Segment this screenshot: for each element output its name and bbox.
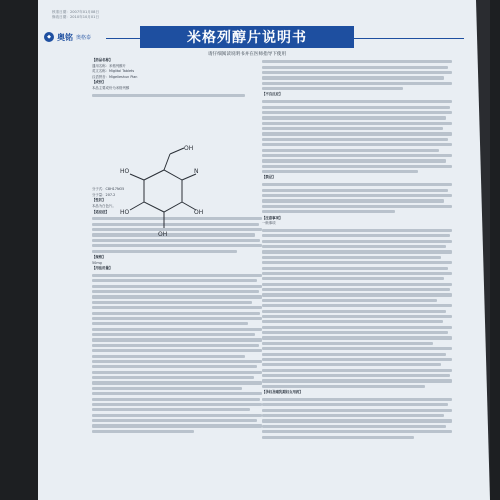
text-line bbox=[262, 261, 452, 264]
ingredient-line: 本品主要成份为米格列醇 bbox=[92, 85, 130, 90]
text-line bbox=[262, 267, 448, 270]
atom-label: N bbox=[194, 168, 199, 175]
text-line bbox=[92, 244, 262, 247]
brand-sub: 奥格泰 bbox=[76, 34, 92, 41]
text-line bbox=[92, 398, 260, 401]
text-line bbox=[262, 189, 448, 192]
text-line bbox=[92, 381, 262, 384]
text-line bbox=[262, 403, 448, 406]
text-line bbox=[262, 183, 452, 186]
text-line bbox=[262, 229, 452, 232]
text-line bbox=[92, 419, 257, 422]
section-precautions: 【注意事项】 bbox=[262, 215, 283, 220]
text-line bbox=[262, 342, 433, 345]
approval-date: 核准日期：2007年01月08日 bbox=[52, 10, 100, 14]
text-line bbox=[262, 170, 418, 173]
structural-formula bbox=[118, 140, 204, 240]
text-line bbox=[92, 365, 257, 368]
text-line bbox=[262, 430, 452, 433]
formula-weight: 分子量：207.2 bbox=[92, 192, 116, 197]
section-drug-name: 【药品名称】 bbox=[92, 58, 113, 62]
text-line bbox=[92, 403, 262, 406]
atom-label: OH bbox=[194, 209, 204, 216]
section-appearance: 【性状】 bbox=[92, 198, 106, 203]
paper-shadow bbox=[476, 0, 490, 500]
text-line bbox=[262, 336, 452, 339]
text-line bbox=[262, 277, 444, 280]
bond bbox=[164, 154, 170, 170]
text-line bbox=[262, 127, 443, 130]
revision-date: 修改日期：2010年10月01日 bbox=[52, 15, 100, 19]
text-line bbox=[92, 392, 262, 395]
text-line bbox=[262, 143, 452, 146]
bond bbox=[130, 202, 144, 210]
text-line bbox=[92, 338, 262, 341]
text-line bbox=[262, 132, 452, 135]
text-line bbox=[92, 333, 255, 336]
text-line bbox=[262, 159, 446, 162]
left-column bbox=[92, 58, 262, 435]
text-line bbox=[92, 250, 237, 253]
text-line bbox=[262, 374, 450, 377]
bond bbox=[130, 174, 144, 180]
text-line bbox=[92, 414, 262, 417]
text-line bbox=[262, 210, 395, 213]
text-line bbox=[262, 138, 448, 141]
text-line bbox=[262, 106, 450, 109]
document-title: 米格列醇片说明书 bbox=[140, 26, 354, 48]
pinyin-name: 汉语拼音：Migelieshun Pian bbox=[92, 74, 138, 79]
text-line bbox=[262, 199, 444, 202]
text-line bbox=[262, 87, 403, 90]
text-line bbox=[262, 66, 448, 69]
appearance-line: 本品为白色片。 bbox=[92, 203, 116, 208]
text-line bbox=[262, 256, 441, 259]
text-line bbox=[92, 349, 262, 352]
text-line bbox=[262, 240, 452, 243]
text-line bbox=[262, 299, 437, 302]
text-line bbox=[92, 312, 260, 315]
atom-label: HO bbox=[120, 209, 130, 216]
text-line bbox=[262, 379, 452, 382]
text-line bbox=[262, 165, 452, 168]
text-line bbox=[92, 408, 250, 411]
atom-label: HO bbox=[120, 168, 130, 175]
text-line bbox=[92, 355, 245, 358]
section-indications: 【适应症】 bbox=[92, 209, 109, 214]
text-line bbox=[262, 353, 446, 356]
text-line bbox=[262, 116, 446, 119]
generic-name: 通用名称：米格列醇片 bbox=[92, 63, 126, 68]
text-line bbox=[262, 419, 452, 422]
text-line bbox=[262, 283, 452, 286]
text-line bbox=[262, 60, 452, 63]
text-line bbox=[262, 304, 452, 307]
section-contraindications: 【禁忌】 bbox=[262, 175, 276, 180]
bond bbox=[170, 148, 184, 154]
text-line bbox=[92, 328, 262, 331]
text-line bbox=[92, 301, 252, 304]
text-line bbox=[262, 100, 452, 103]
text-line bbox=[262, 398, 452, 401]
logo-icon: ◆ bbox=[44, 32, 54, 42]
text-line bbox=[262, 409, 452, 412]
section-dosage: 【用法用量】 bbox=[92, 266, 113, 271]
text-line bbox=[92, 376, 254, 379]
text-line bbox=[262, 385, 425, 388]
approval-dates bbox=[52, 10, 172, 20]
text-line bbox=[262, 71, 452, 74]
text-line bbox=[262, 250, 452, 253]
ring-bond bbox=[144, 170, 182, 212]
specification-line: 50mg bbox=[92, 260, 102, 265]
text-line bbox=[262, 288, 450, 291]
brand-name: 奥铭 bbox=[57, 32, 73, 42]
text-line bbox=[262, 122, 452, 125]
text-line bbox=[92, 360, 262, 363]
text-line bbox=[262, 331, 448, 334]
text-line bbox=[92, 317, 262, 320]
text-line bbox=[262, 315, 452, 318]
section-ingredients: 【成份】 bbox=[92, 80, 106, 85]
text-line bbox=[262, 154, 452, 157]
text-line bbox=[92, 306, 262, 309]
atom-label: OH bbox=[184, 145, 194, 152]
brand-logo bbox=[44, 30, 91, 44]
section-specification: 【规格】 bbox=[92, 254, 106, 259]
text-line bbox=[262, 82, 452, 85]
text-line bbox=[262, 149, 439, 152]
text-line bbox=[262, 369, 452, 372]
text-line bbox=[262, 245, 446, 248]
text-line bbox=[262, 326, 452, 329]
text-line bbox=[92, 371, 262, 374]
text-line bbox=[262, 205, 452, 208]
text-line bbox=[262, 347, 452, 350]
text-line bbox=[262, 293, 452, 296]
english-name: 英文名称：Miglitol Tablets bbox=[92, 69, 135, 74]
text-line bbox=[262, 320, 443, 323]
text-line bbox=[92, 295, 262, 298]
text-line bbox=[92, 285, 262, 288]
text-line bbox=[262, 272, 452, 275]
text-line bbox=[92, 424, 262, 427]
text-line bbox=[262, 194, 452, 197]
text-line bbox=[262, 436, 414, 439]
atom-label: OH bbox=[158, 231, 168, 238]
text-line bbox=[92, 344, 259, 347]
text-line bbox=[92, 430, 194, 433]
text-line bbox=[92, 322, 248, 325]
text-line bbox=[262, 310, 446, 313]
text-line bbox=[92, 290, 259, 293]
text-line bbox=[262, 363, 441, 366]
section-adverse-reactions: 【不良反应】 bbox=[262, 92, 283, 97]
right-column bbox=[262, 58, 452, 441]
text-line bbox=[92, 274, 262, 277]
text-line bbox=[262, 76, 444, 79]
text-line bbox=[92, 387, 242, 390]
text-line bbox=[262, 425, 446, 428]
text-line bbox=[262, 234, 450, 237]
section-pregnancy: 【孕妇及哺乳期妇女用药】 bbox=[262, 390, 303, 395]
formula-molecular: 分子式：C8H17NO5 bbox=[92, 187, 125, 192]
text-line bbox=[262, 111, 452, 114]
precaution-subhead: 一般事项 bbox=[262, 221, 276, 226]
text-line bbox=[92, 94, 245, 97]
text-line bbox=[262, 414, 444, 417]
document-subtitle: 请仔细阅读说明书并在医师指导下使用 bbox=[207, 52, 287, 57]
text-line bbox=[92, 279, 257, 282]
text-line bbox=[262, 358, 452, 361]
